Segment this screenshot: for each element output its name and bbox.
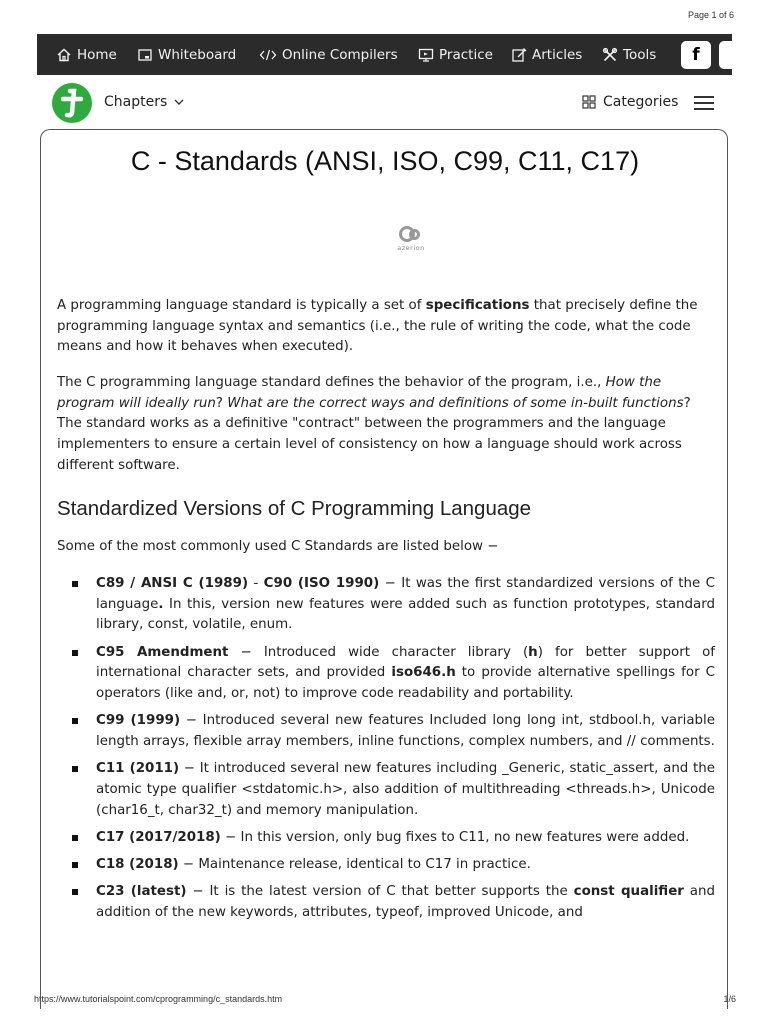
item-name: C17 (2017/2018) (96, 829, 221, 845)
print-page-number: 1/6 (723, 994, 736, 1004)
secondary-navigation (0, 80, 768, 126)
list-item (57, 759, 715, 821)
nav-item-home[interactable] (56, 34, 117, 75)
text: − It is the latest version of C that better supports the (186, 884, 574, 900)
nav-item-tools[interactable] (602, 34, 656, 75)
article-card (40, 129, 728, 1009)
home-icon (56, 47, 72, 63)
text: − It was the first standardized versions of the C language (96, 576, 715, 612)
list-item (57, 643, 715, 705)
text-bold: . (158, 596, 164, 612)
text: − Introduced wide character library ( (228, 644, 529, 660)
text: A programming language standard is typically a set of (57, 298, 426, 313)
ad-logo-ring-small (409, 229, 420, 240)
nav-item-label: Tools (623, 46, 657, 63)
categories-label: Categories (603, 94, 679, 110)
code-icon (259, 47, 277, 63)
bullet (72, 835, 78, 841)
text: − In this version, only bug fixes to C11, no new features were added. (220, 829, 690, 845)
tutorialspoint-logo[interactable] (52, 83, 92, 123)
menu-icon[interactable] (694, 96, 714, 110)
text: − Introduced several new features Included long long int, stdbool.h, variable length arrays, flexible array members, inline functions, complex numbers, and // comments. (96, 713, 715, 749)
section-intro: Some of the most commonly used C Standards are listed below − (57, 539, 499, 554)
list-item (57, 855, 715, 876)
text: ) for better support of international character sets, and provided (96, 644, 715, 681)
grid-icon (582, 95, 596, 109)
nav-item-articles[interactable] (511, 34, 582, 75)
text: - (248, 576, 264, 591)
ad-logo-text: azerion (397, 244, 425, 252)
text: ? The standard works as a definitive "contract" between the programmers and the language implementers to ensure a certain level of consistency on how a language should work across different software. (57, 395, 691, 473)
item-name: C11 (2011) (96, 761, 180, 777)
text: The C programming language standard defines the behavior of the program, i.e., (57, 375, 606, 390)
chapters-label: Chapters (104, 94, 168, 110)
nav-item-label: Whiteboard (158, 46, 237, 63)
text-italic: What are the correct ways and definitions of some in-built functions (227, 395, 684, 411)
text: to provide alternative spellings for C operators (like and, or, not) to improve code readability and portability. (96, 665, 715, 702)
text-bold: h (528, 644, 538, 660)
text-italic: How the program will ideally run (57, 375, 662, 411)
nav-item-online-compilers[interactable] (259, 34, 398, 75)
paragraph-definition (57, 296, 715, 358)
print-url: https://www.tutorialspoint.com/cprogramming/c_standards.htm (34, 994, 283, 1004)
bullet (72, 581, 78, 587)
text-bold: const qualifier (573, 884, 684, 900)
item-name: C99 (1999) (96, 713, 181, 729)
list-item (57, 828, 715, 849)
text: − Maintenance release, identical to C17 in practice. (178, 856, 531, 872)
tools-icon (602, 47, 618, 63)
text-bold: specifications (425, 298, 530, 313)
edit-icon (511, 47, 527, 63)
text: that precisely define the programming language syntax and semantics (i.e., the rule of writing the code, what the code means and how it behaves when executed). (57, 298, 698, 355)
text: ? (215, 395, 228, 411)
list-item (57, 574, 715, 636)
bullet (72, 718, 78, 724)
text: and addition of the new keywords, attributes, typeof, improved Unicode, and (96, 884, 716, 920)
chevron-down-icon (172, 95, 186, 109)
monitor-icon (418, 47, 434, 63)
nav-item-label: Practice (439, 46, 493, 63)
standards-list (57, 574, 715, 930)
whiteboard-icon (137, 47, 153, 63)
nav-item-label: Online Compilers (282, 46, 398, 63)
item-name: C95 Amendment (96, 644, 229, 660)
list-item (57, 711, 715, 752)
nav-item-label: Articles (532, 46, 583, 63)
item-name: C89 / ANSI C (1989) (96, 576, 249, 591)
nav-item-whiteboard[interactable] (137, 34, 236, 75)
text: − It introduced several new features including _Generic, static_assert, and the atomic type qualifier <stdatomic.h>, also addition of multithreading <threads.h>, Unicode (char16_t, char32_t) and memory manipulation. (96, 761, 715, 818)
list-item (57, 882, 715, 923)
ad-logo[interactable] (393, 226, 429, 256)
bullet (72, 650, 78, 656)
chapters-dropdown[interactable] (104, 94, 186, 110)
text: In this, version new features were added such as function prototypes, standard library, const, volatile, enum. (96, 596, 715, 633)
item-name: C90 (ISO 1990) (263, 576, 380, 591)
facebook-icon[interactable]: f (681, 41, 711, 69)
social-icon-partial[interactable] (719, 41, 732, 69)
item-name: C23 (latest) (96, 884, 187, 900)
bullet (72, 862, 78, 868)
nav-item-practice[interactable] (418, 34, 493, 75)
categories-button[interactable] (582, 94, 678, 110)
item-name: C18 (2018) (96, 856, 179, 872)
paragraph-standard (57, 373, 715, 477)
bullet (72, 766, 78, 772)
top-navigation-bar (37, 34, 732, 75)
nav-item-label: Home (77, 46, 117, 63)
page-title: C - Standards (ANSI, ISO, C99, C11, C17) (130, 146, 640, 176)
section-heading: Standardized Versions of C Programming Language (57, 497, 532, 520)
bullet (72, 889, 78, 895)
print-page-header: Page 1 of 6 (687, 10, 734, 20)
text-bold: iso646.h (391, 665, 456, 681)
logo-mark-icon (52, 83, 92, 123)
